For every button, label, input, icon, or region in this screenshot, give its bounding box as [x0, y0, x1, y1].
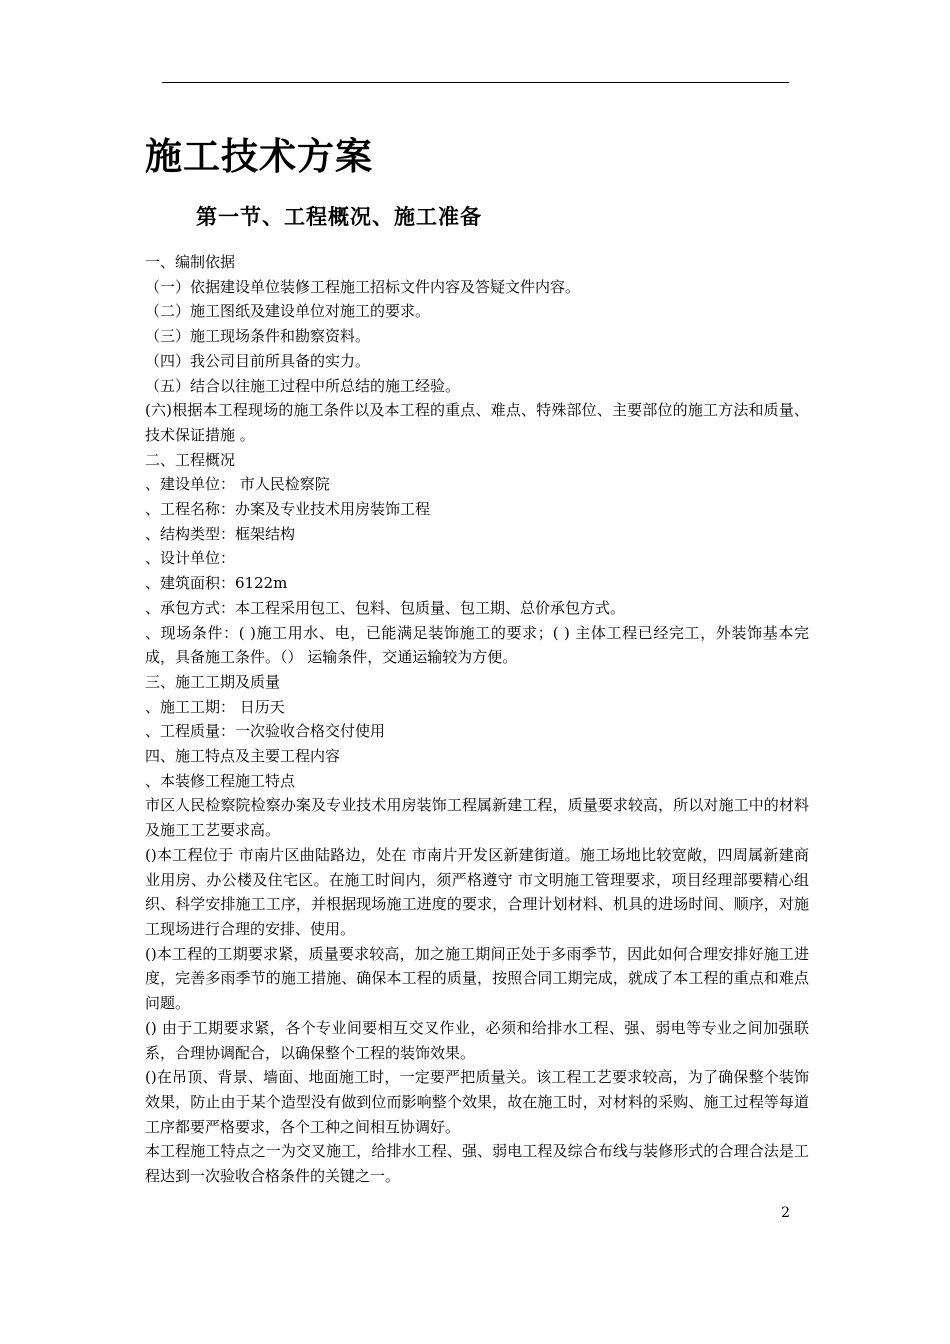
paragraph: 本工程施工特点之一为交叉施工，给排水工程、强、弱电工程及综合布线与装修形式的合理合法是工程达到一次验收合格条件的关键之一。 [145, 1142, 809, 1186]
list-item: 、本装修工程施工特点 [145, 771, 296, 790]
list-item: （五）结合以往施工过程中所总结的施工经验。 [145, 376, 461, 395]
paragraph: ()本工程位于 市南片区曲陆路边，处在 市南片开发区新建街道。施工场地比较宽敞，四周属新建商业用房、办公楼及住宅区。在施工时间内，须严格遵守 市文明施工管理要求，项目经理部要精心组织、科学安排施工工序，并根据现场施工进度的要求，合理计划材料、机具的进场时间、顺序，对施工现场进行合理的安排、使用。 [145, 845, 809, 938]
heading-characteristics: 四、施工特点及主要工程内容 [145, 747, 341, 766]
section-title: 第一节、工程概况、施工准备 [196, 205, 482, 229]
list-item: 、结构类型：框架结构 [145, 524, 296, 543]
list-item: 、工程质量：一次验收合格交付使用 [145, 722, 386, 741]
list-item: （一）依据建设单位装修工程施工招标文件内容及答疑文件内容。 [145, 277, 581, 296]
list-item: 、承包方式：本工程采用包工、包料、包质量、包工期、总价承包方式。 [145, 598, 626, 617]
document-title: 施工技术方案 [145, 135, 373, 178]
paragraph: 市区人民检察院检察办案及专业技术用房装饰工程属新建工程，质量要求较高，所以对施工中的材料及施工工艺要求高。 [145, 796, 809, 840]
heading-schedule-quality: 三、施工工期及质量 [145, 672, 281, 691]
list-item: 、现场条件：( )施工用水、电，已能满足装饰施工的要求；( ) 主体工程已经完工，外装饰基本完成，具备施工条件。（） 运输条件，交通运输较为方便。 [145, 623, 809, 667]
paragraph: () 由于工期要求紧，各个专业间要相互交叉作业，必须和给排水工程、强、弱电等专业之间加强联系，合理协调配合，以确保整个工程的装饰效果。 [145, 1018, 809, 1062]
list-item: （四）我公司目前所具备的实力。 [145, 351, 371, 370]
header-rule [162, 82, 789, 83]
list-item: 、工程名称：办案及专业技术用房装饰工程 [145, 500, 431, 519]
list-item: （二）施工图纸及建设单位对施工的要求。 [145, 302, 431, 321]
list-item: (六)根据本工程现场的施工条件以及本工程的重点、难点、特殊部位、主要部位的施工方法和质量、技术保证措施 。 [145, 401, 809, 444]
paragraph: ()本工程的工期要求紧，质量要求较高，加之施工期间正处于多雨季节，因此如何合理安排好施工进度，完善多雨季节的施工措施、确保本工程的质量，按照合同工期完成，就成了本工程的重点和难点问题。 [145, 944, 809, 1013]
list-item: 、建筑面积：6122m [145, 574, 288, 593]
list-item: （三）施工现场条件和勘察资料。 [145, 327, 371, 346]
page-number: 2 [781, 1205, 790, 1221]
list-item: 、施工工期： 日历天 [145, 697, 285, 716]
list-item: 、设计单位： [145, 549, 236, 568]
heading-basis: 一、编制依据 [145, 253, 236, 271]
document-body [145, 250, 809, 1189]
paragraph: ()在吊顶、背景、墙面、地面施工时，一定要严把质量关。该工程工艺要求较高，为了确保整个装饰效果，防止由于某个造型没有做到位而影响整个效果，故在施工时，对材料的采购、施工过程等每道工序都要严格要求，各个工种之间相互协调好。 [145, 1068, 809, 1136]
list-item: 、建设单位： 市人民检察院 [145, 475, 330, 494]
heading-overview: 二、工程概况 [145, 450, 236, 469]
